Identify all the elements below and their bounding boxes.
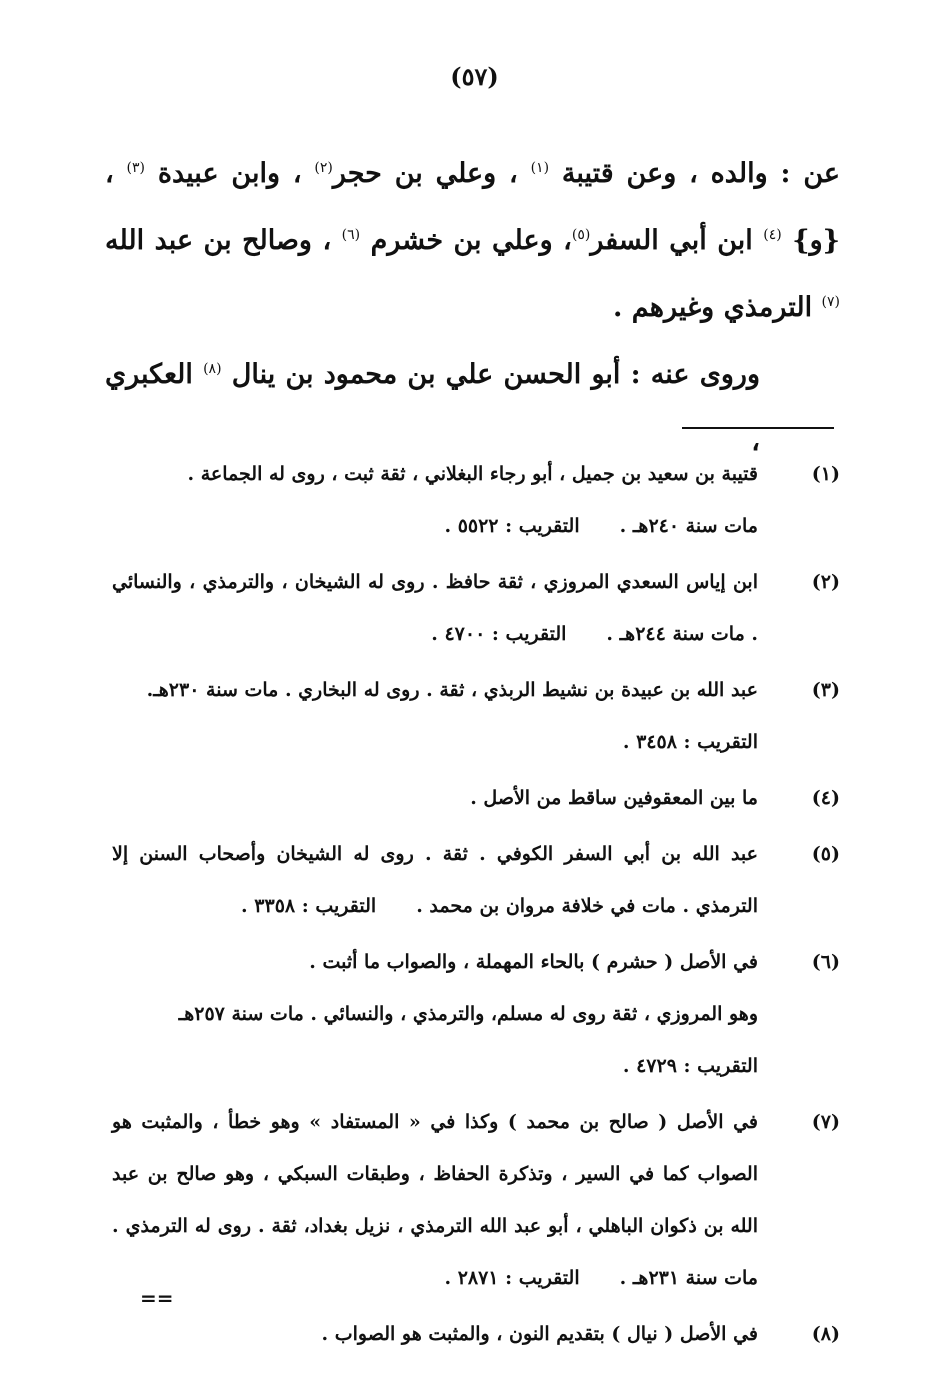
footnote-2 (112, 556, 840, 660)
footnote-body (112, 772, 758, 824)
footnote-line: التقريب : ٤٧٢٩ . (622, 1055, 758, 1077)
main-text (105, 140, 840, 475)
main-text-segment: ، {و} (105, 158, 840, 256)
footnote-number: (٨) (811, 1323, 840, 1345)
continuation-mark: == (140, 1286, 174, 1310)
footnote-line: ما بين المعقوفين ساقط من الأصل . (470, 787, 758, 809)
footnote-4 (112, 772, 840, 824)
footnote-1 (112, 448, 840, 552)
footnote-line: عبد الله بن عبيدة بن نشيط الربذي ، ثقة . روى له البخاري . مات سنة ٢٣٠هـ. (146, 679, 758, 701)
footnotes (112, 448, 840, 1364)
main-text-segment: ابن أبي السفر (590, 225, 764, 256)
footnote-number: (٣) (811, 679, 840, 701)
footnote-7 (112, 1096, 840, 1304)
footnote-6 (112, 936, 840, 1092)
footnote-segment: التقريب : ٥٥٢٢ . (444, 515, 580, 537)
footnote-ref-2[interactable]: (٢) (314, 160, 333, 176)
main-text-segment: العكبري ، (105, 359, 760, 457)
footnote-segment: في الأصل ( صالح بن محمد ) وكذا في « المستفاد » وهو خطأ ، والمثبت هو الصواب كما في السير ، وتذكرة الحفاظ ، وطبقات السبكي ، وهو صالح بن عبد الله بن ذكوان الباهلي ، أبو عبد الله الترمذي ، نزيل بغداد، ثقة . روى له الترمذي . مات سنة ٢٣١هـ . (112, 1111, 758, 1289)
footnote-3 (112, 664, 840, 768)
footnote-body (112, 1308, 758, 1360)
footnote-line: قتيبة بن سعيد بن جميل ، أبو رجاء البغلاني ، ثقة ثبت ، روى له الجماعة . (187, 463, 758, 485)
main-text-segment: عن : والده ، وعن قتيبة (549, 158, 840, 189)
footnote-body (112, 664, 758, 768)
main-text-segment: وروى عنه : أبو الحسن علي بن محمود بن ينال (221, 359, 760, 390)
footnote-number: (١) (811, 463, 840, 485)
footnote-ref-5[interactable]: (٥) (571, 227, 591, 243)
footnote-5 (112, 828, 840, 932)
footnote-ref-8[interactable]: (٨) (203, 361, 222, 377)
footnote-body (112, 828, 758, 932)
page-number: (٥٧) (450, 62, 499, 91)
footnote-8 (112, 1308, 840, 1360)
footnote-ref-6[interactable]: (٦) (341, 227, 361, 243)
footnote-line (112, 500, 758, 552)
footnote-line (112, 828, 758, 932)
footnote-number: (٤) (811, 787, 840, 809)
footnote-segment: التقريب : ٢٨٧١ . (444, 1267, 580, 1289)
footnote-segment: ابن إياس السعدي المروزي ، ثقة حافظ . روى له الشيخان ، والترمذي ، والنسائي . مات سنة ٢٤٤هـ . (112, 571, 758, 645)
footnote-line: وهو المروزي ، ثقة روى له مسلم، والترمذي ، والنسائي . مات سنة ٢٥٧هـ (178, 1003, 758, 1025)
footnote-ref-3[interactable]: (٣) (126, 160, 146, 176)
footnote-ref-1[interactable]: (١) (530, 160, 550, 176)
footnote-segment: التقريب : ٤٧٠٠ . (431, 623, 567, 645)
main-text-segment: ، وعلي بن خشرم (360, 225, 572, 256)
main-text-segment: ، وصالح بن عبد الله (105, 225, 342, 256)
footnote-body (112, 1096, 758, 1304)
footnote-number: (٥) (811, 843, 840, 865)
footnote-number: (٧) (811, 1111, 840, 1133)
main-text-segment: ، وابن عبيدة (145, 158, 315, 189)
footnote-line: في الأصل ( نيال ) بتقديم النون ، والمثبت هو الصواب . (321, 1323, 758, 1345)
footnote-segment: مات سنة ٢٤٠هـ . (619, 515, 758, 537)
main-paragraph (105, 140, 840, 341)
footnote-line (112, 556, 758, 660)
footnote-body (112, 556, 758, 660)
main-text-segment: ، وعلي بن حجر (332, 158, 531, 189)
footnote-segment: التقريب : ٣٣٥٨ . (241, 895, 377, 917)
footnote-body (112, 936, 758, 1092)
footnote-number: (٦) (811, 951, 840, 973)
footnote-number: (٢) (811, 571, 840, 593)
footnote-line: التقريب : ٣٤٥٨ . (622, 731, 758, 753)
footnote-body (112, 448, 758, 552)
footnote-line (112, 1096, 758, 1304)
footnote-ref-4[interactable]: (٤) (763, 227, 782, 243)
footnote-separator (682, 427, 834, 429)
footnote-line: في الأصل ( حشرم ) بالحاء المهملة ، والصواب ما أثبت . (309, 951, 758, 973)
main-text-segment: الترمذي وغيرهم . (612, 292, 822, 323)
footnote-segment: عبد الله بن أبي السفر الكوفي . ثقة . روى له الشيخان وأصحاب السنن إلا الترمذي . مات في خلافة مروان بن محمد . (112, 843, 758, 917)
footnote-ref-7[interactable]: (٧) (821, 294, 840, 310)
